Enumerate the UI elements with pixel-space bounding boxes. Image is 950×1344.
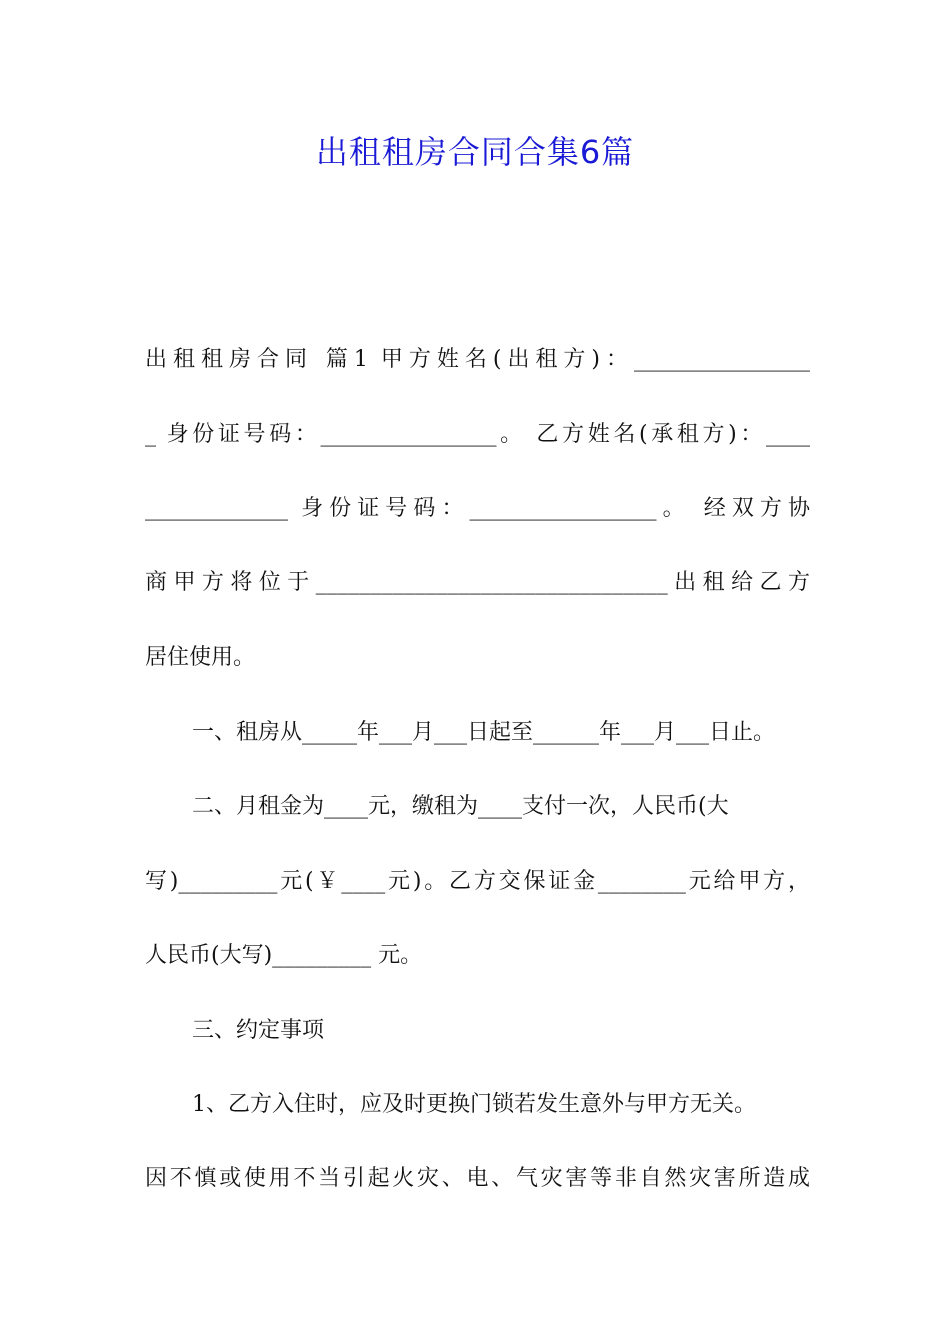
item-1-line-2: 因不慎或使用不当引起火灾、电、气灾害等非自然灾害所造成 <box>145 1166 810 1191</box>
paragraph-line-1: 出租租房合同 篇1 甲方姓名(出租方)：________________ <box>145 347 810 372</box>
document-title: 出租租房合同合集6篇 <box>315 133 635 171</box>
paragraph-line-3: _____________ 身份证号码：_________________。 经双方协 <box>145 496 810 521</box>
clause-2-line-2: 写)_________元(￥____元)。乙方交保证金________元给甲方， <box>145 869 810 894</box>
clause-2-line-1: 二、月租金为____元，缴租为____支付一次，人民币(大 <box>192 794 729 819</box>
section-heading-3: 三、约定事项 <box>192 1018 325 1043</box>
clause-1-line: 一、租房从_____年___月___日起至______年___月___日止。 <box>192 720 776 745</box>
paragraph-line-5: 居住使用。 <box>145 645 256 670</box>
paragraph-line-2: _ 身份证号码：________________。 乙方姓名(承租方)：____ <box>145 422 810 447</box>
item-1-line-1: 1、乙方入住时，应及时更换门锁若发生意外与甲方无关。 <box>192 1092 756 1117</box>
paragraph-line-4: 商甲方将位于________________________________出租给乙方 <box>145 570 810 595</box>
clause-2-line-3: 人民币(大写)_________ 元。 <box>145 943 423 968</box>
